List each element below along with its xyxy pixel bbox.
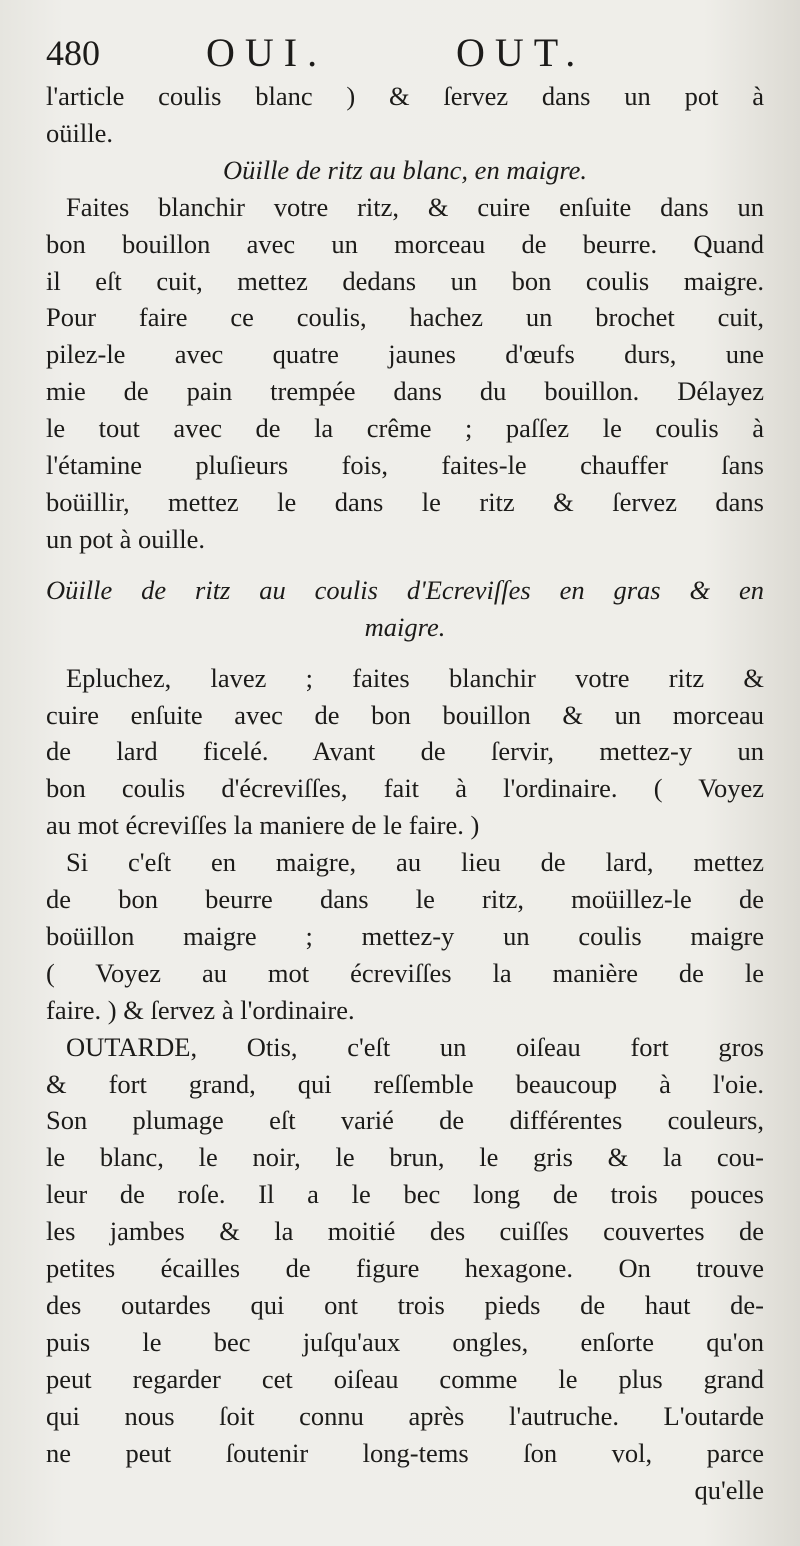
text-line: pilez-le avec quatre jaunes d'œufs durs, une — [46, 339, 764, 370]
spacer — [46, 558, 764, 572]
running-title-left: OUI. — [206, 30, 328, 75]
section-title: Oüille de ritz au blanc, en maigre. — [222, 154, 588, 185]
running-header — [46, 28, 764, 78]
running-title-right: OUT. — [456, 30, 586, 75]
catchword: qu'elle — [694, 1474, 764, 1505]
text-line: cuire enſuite avec de bon bouillon & un morceau — [46, 699, 764, 730]
text-line: les jambes & la moitié des cuiſſes couvertes de — [46, 1216, 764, 1247]
text-line: l'article coulis blanc ) & ſervez dans un pot à — [46, 81, 764, 111]
section-title: Oüille de ritz au coulis d'Ecreviſſes en gras & en — [46, 574, 764, 605]
text-line: oüille. — [46, 117, 113, 148]
text-line: de bon beurre dans le ritz, moüillez-le de — [46, 884, 764, 915]
text-line: au mot écreviſſes la maniere de le faire. ) — [46, 810, 480, 841]
text-line: un pot à ouille. — [46, 523, 205, 554]
text-line: OUTARDE, Otis, c'eſt un oiſeau fort gros — [66, 1031, 764, 1062]
text-line: Si c'eſt en maigre, au lieu de lard, mettez — [66, 847, 764, 878]
text-line: bon bouillon avec un morceau de beurre. Quand — [46, 228, 764, 259]
text-line: Faites blanchir votre ritz, & cuire enſuite dans un — [66, 191, 764, 222]
spacer — [46, 646, 764, 660]
text-line: puis le bec juſqu'aux ongles, enſorte qu'on — [46, 1326, 764, 1357]
body-text — [46, 78, 764, 1508]
text-line: Epluchez, lavez ; faites blanchir votre ritz & — [66, 662, 764, 693]
text-line: Son plumage eſt varié de différentes couleurs, — [46, 1105, 764, 1136]
text-line: des outardes qui ont trois pieds de haut de- — [46, 1290, 764, 1320]
text-line: le tout avec de la crême ; paſſez le coulis à — [46, 413, 764, 444]
page-number: 480 — [46, 33, 100, 73]
text-line: l'étamine pluſieurs fois, faites-le chauffer ſans — [46, 450, 764, 481]
text-line: boüillir, mettez le dans le ritz & ſervez dans — [46, 486, 764, 517]
text-line: & fort grand, qui reſſemble beaucoup à l'oie. — [46, 1068, 764, 1099]
text-line: Pour faire ce coulis, hachez un brochet cuit, — [46, 302, 764, 333]
text-line: bon coulis d'écreviſſes, fait à l'ordinaire. ( Voyez — [46, 773, 764, 804]
text-line: petites écailles de figure hexagone. On trouve — [46, 1253, 764, 1284]
text-line: qui nous ſoit connu après l'autruche. L'outarde — [46, 1400, 764, 1431]
text-line: mie de pain trempée dans du bouillon. Délayez — [46, 376, 764, 407]
text-line: il eſt cuit, mettez dedans un bon coulis maigre. — [46, 265, 764, 296]
text-line: faire. ) & ſervez à l'ordinaire. — [46, 994, 355, 1025]
text-line: ne peut ſoutenir long-tems ſon vol, parce — [46, 1437, 764, 1468]
text-line: boüillon maigre ; mettez-y un coulis maigre — [46, 920, 764, 951]
text-line: peut regarder cet oiſeau comme le plus grand — [46, 1363, 764, 1394]
text-line: leur de roſe. Il a le bec long de trois pouces — [46, 1179, 764, 1210]
text-line: ( Voyez au mot écreviſſes la manière de le — [46, 957, 764, 988]
section-title: maigre. — [364, 611, 446, 642]
text-line: le blanc, le noir, le brun, le gris & la cou- — [46, 1142, 764, 1173]
page-content — [46, 28, 764, 1508]
text-line: de lard ficelé. Avant de ſervir, mettez-y un — [46, 736, 764, 767]
